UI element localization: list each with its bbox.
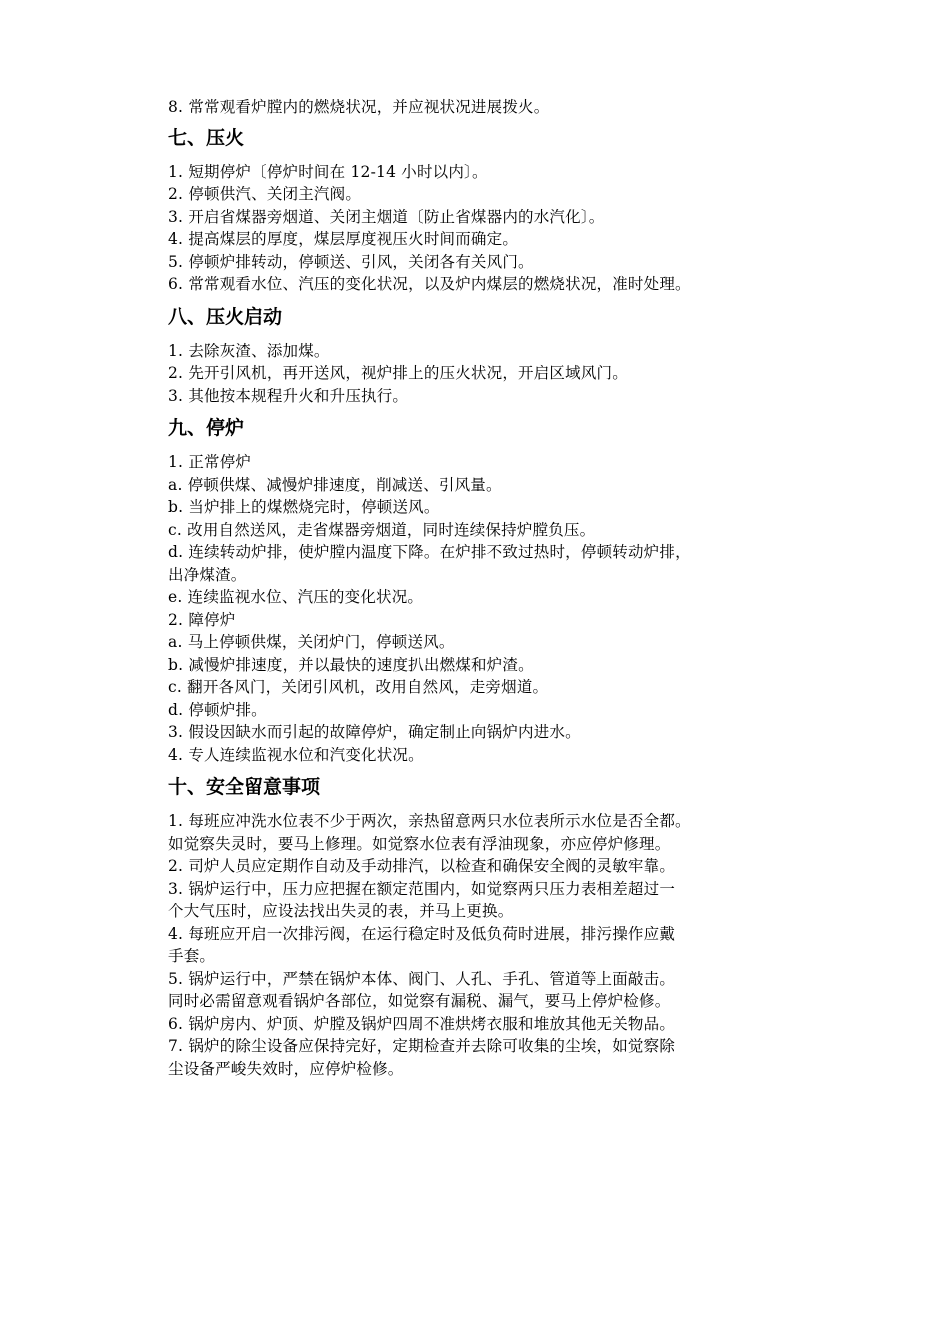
- list-item: 7. 锅炉的除尘设备应保持完好，定期检查并去除可收集的尘埃，如觉察除: [168, 1037, 676, 1055]
- list-item: 4. 提高煤层的厚度，煤层厚度视压火时间而确定。: [168, 230, 519, 248]
- list-item: 5. 锅炉运行中，严禁在锅炉本体、阀门、人孔、手孔、管道等上面敲击。: [168, 969, 676, 988]
- list-item: 出净煤渣。: [168, 565, 247, 584]
- section: [168, 304, 808, 408]
- list-item: 2. 司炉人员应定期作自动及手动排汽，以检查和确保安全阀的灵敏牢靠。: [168, 857, 676, 875]
- list-item: 手套。: [168, 947, 216, 965]
- list-item: 1. 正常停炉: [168, 453, 252, 471]
- list-item: 3. 锅炉运行中，压力应把握在额定范围内，如觉察两只压力表相差超过一: [168, 879, 676, 898]
- list-item: 如觉察失灵时，要马上修理。如觉察水位表有浮油现象，亦应停炉修理。: [168, 834, 671, 853]
- list-item: 3. 开启省煤器旁烟道、关闭主烟道〔防止省煤器内的水汽化〕。: [168, 207, 605, 226]
- section-heading: 十、安全留意事项: [168, 776, 321, 798]
- list-item: 尘设备严峻失效时，应停炉检修。: [168, 1059, 404, 1078]
- list-item: 6. 常常观看水位、汽压的变化状况，以及炉内煤层的燃烧状况，准时处理。: [168, 275, 691, 293]
- list-item: d. 停顿炉排。: [168, 700, 267, 719]
- section-heading: 七、压火: [168, 126, 245, 149]
- list-item: 个大气压时，应设法找出失灵的表，并马上更换。: [168, 902, 514, 920]
- section: [168, 774, 808, 1080]
- list-item: 3. 其他按本规程升火和升压执行。: [168, 386, 409, 405]
- list-item: c. 翻开各风门，关闭引风机，改用自然风，走旁烟道。: [168, 678, 549, 696]
- sections-container: [168, 125, 808, 1081]
- list-item: e. 连续监视水位、汽压的变化状况。: [168, 588, 424, 606]
- lead-line: 8. 常常观看炉膛内的燃烧状况，并应视状况进展拨火。: [168, 98, 550, 116]
- section: [168, 415, 808, 766]
- list-item: 5. 停顿炉排转动，停顿送、引风，关闭各有关风门。: [168, 252, 534, 271]
- list-item: 1. 短期停炉〔停炉时间在 12-14 小时以内〕。: [168, 162, 488, 181]
- list-item: 1. 每班应冲洗水位表不少于两次，亲热留意两只水位表所示水位是否全都。: [168, 812, 691, 830]
- list-item: b. 当炉排上的煤燃烧完时，停顿送风。: [168, 498, 440, 516]
- list-item: 1. 去除灰渣、添加煤。: [168, 341, 330, 360]
- list-item: c. 改用自然送风，走省煤器旁烟道，同时连续保持炉膛负压。: [168, 520, 596, 539]
- list-item: 4. 专人连续监视水位和汽变化状况。: [168, 745, 424, 764]
- section-heading: 八、压火启动: [168, 305, 283, 328]
- list-item: 3. 假设因缺水而引起的故障停炉，确定制止向锅炉内进水。: [168, 723, 581, 741]
- list-item: 同时必需留意观看锅炉各部位，如觉察有漏税、漏气，要马上停炉检修。: [168, 992, 671, 1010]
- list-item: a. 马上停顿供煤，关闭炉门，停顿送风。: [168, 633, 455, 651]
- list-item: 4. 每班应开启一次排污阀，在运行稳定时及低负荷时进展，排污操作应戴: [168, 924, 676, 943]
- list-item: 2. 先开引风机，再开送风，视炉排上的压火状况，开启区域风门。: [168, 364, 628, 382]
- section-heading: 九、停炉: [168, 417, 245, 439]
- list-item: a. 停顿供煤、减慢炉排速度，削减送、引风量。: [168, 475, 502, 494]
- document-page: [168, 96, 808, 1080]
- list-item: 2. 障停炉: [168, 610, 236, 629]
- list-item: b. 减慢炉排速度，并以最快的速度扒出燃煤和炉渣。: [168, 655, 534, 674]
- list-item: 6. 锅炉房内、炉顶、炉膛及锅炉四周不准烘烤衣服和堆放其他无关物品。: [168, 1014, 676, 1033]
- section: [168, 125, 808, 296]
- list-item: d. 连续转动炉排，使炉膛内温度下降。在炉排不致过热时，停顿转动炉排，: [168, 543, 691, 561]
- list-item: 2. 停顿供汽、关闭主汽阀。: [168, 185, 362, 203]
